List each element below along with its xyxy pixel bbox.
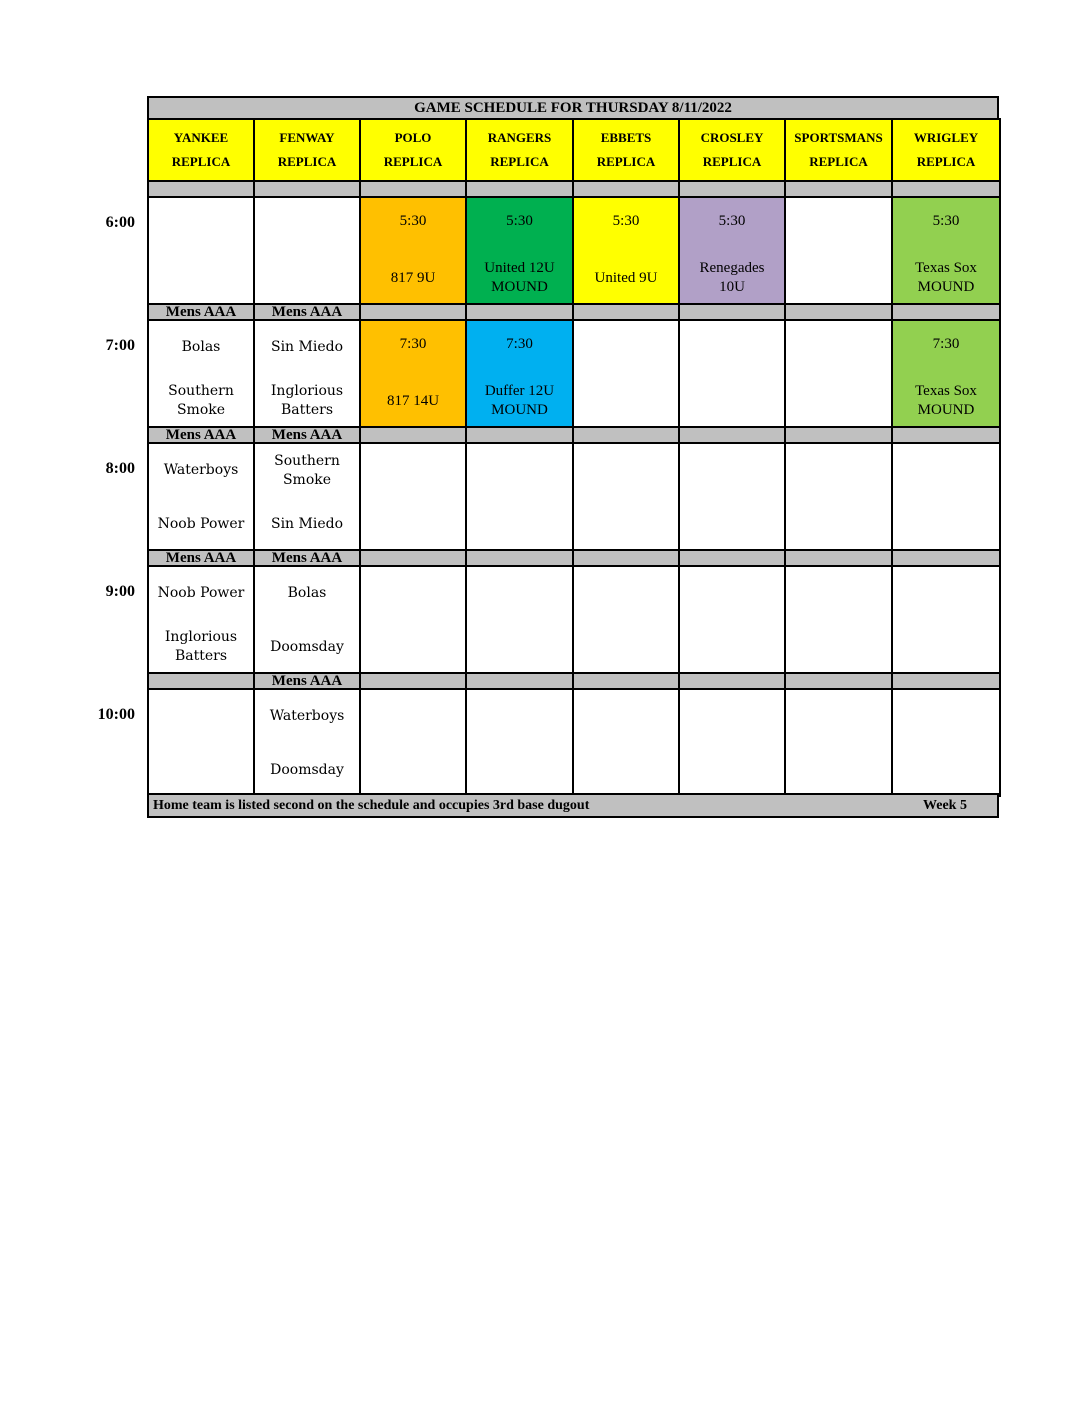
schedule-footer [147, 793, 999, 818]
field-header-sportsmans [784, 118, 893, 182]
schedule-slot [891, 319, 1001, 428]
field-header-wrigley [891, 118, 1001, 182]
field-name: SPORTSMANS [794, 130, 883, 145]
start-time: 5:30 [506, 213, 533, 229]
schedule-slot [678, 688, 786, 797]
team-name: 817 14U [386, 393, 440, 409]
team-note: MOUND [491, 402, 548, 418]
schedule-slot [359, 196, 467, 305]
field-name: RANGERS [487, 130, 552, 145]
schedule-slot [253, 442, 361, 551]
schedule-slot [359, 565, 467, 674]
schedule-slot [572, 565, 680, 674]
separator-cell: Mens AAA [253, 426, 361, 444]
schedule-slot [359, 319, 467, 428]
schedule-slot [891, 442, 1001, 551]
schedule-slot [253, 688, 361, 797]
away-team: Bolas [287, 585, 327, 601]
home-team: Southern [168, 383, 234, 399]
team-name: United 12U [484, 260, 555, 276]
footer-note: Home team is listed second on the schedule and occupies 3rd base dugout [153, 798, 590, 813]
home-team: Batters [174, 648, 228, 664]
home-team: Smoke [176, 402, 226, 418]
away-team: Smoke [282, 472, 332, 488]
field-name: FENWAY [279, 130, 335, 145]
away-team: Waterboys [163, 462, 239, 478]
home-team: Noob Power [157, 516, 245, 532]
team-name: Texas Sox [915, 383, 977, 399]
time-label: 7:00 [105, 337, 135, 354]
schedule-slot [678, 319, 786, 428]
away-team: Bolas [181, 339, 221, 355]
home-team: Inglorious [164, 629, 238, 645]
home-team: Doomsday [270, 639, 344, 655]
away-team: Noob Power [157, 585, 245, 601]
schedule-slot [253, 319, 361, 428]
home-team: Batters [280, 402, 334, 418]
away-team: Waterboys [269, 708, 345, 724]
team-name: 817 9U [390, 270, 436, 286]
field-name: WRIGLEY [913, 130, 979, 145]
start-time: 5:30 [932, 213, 960, 229]
home-team: Doomsday [270, 762, 344, 778]
team-note: MOUND [917, 402, 975, 418]
schedule-slot [465, 319, 574, 428]
field-subtitle: REPLICA [171, 154, 231, 169]
field-header-rangers [465, 118, 574, 182]
start-time: 7:30 [506, 336, 533, 352]
schedule-table [97, 96, 999, 816]
team-name: United 9U [594, 270, 658, 286]
field-subtitle: REPLICA [596, 154, 656, 169]
away-team: Sin Miedo [270, 339, 344, 355]
separator-cell: Mens AAA [253, 303, 361, 321]
field-subtitle: REPLICA [277, 154, 337, 169]
field-subtitle: REPLICA [809, 154, 868, 169]
field-header-fenway [253, 118, 361, 182]
field-subtitle: REPLICA [916, 154, 976, 169]
schedule-slot [784, 442, 893, 551]
start-time: 5:30 [718, 213, 746, 229]
schedule-slot [147, 688, 255, 797]
field-name: CROSLEY [700, 130, 764, 145]
away-team: Southern [274, 453, 340, 469]
schedule-title: GAME SCHEDULE FOR THURSDAY 8/11/2022 [147, 96, 999, 120]
field-subtitle: REPLICA [490, 154, 549, 169]
home-team: Inglorious [270, 383, 344, 399]
separator-cell: Mens AAA [253, 672, 361, 690]
field-name: POLO [394, 130, 432, 145]
team-note: MOUND [917, 279, 975, 295]
separator-cell: Mens AAA [253, 549, 361, 567]
time-label: 6:00 [105, 214, 135, 231]
field-header-yankee [147, 118, 255, 182]
schedule-slot [784, 565, 893, 674]
schedule-slot [572, 688, 680, 797]
field-header-polo [359, 118, 467, 182]
schedule-slot [253, 565, 361, 674]
start-time: 5:30 [399, 213, 427, 229]
schedule-slot [678, 196, 786, 305]
start-time: 7:30 [932, 336, 960, 352]
separator-cell: Mens AAA [147, 549, 255, 567]
schedule-slot [891, 196, 1001, 305]
field-name: YANKEE [173, 130, 229, 145]
schedule-slot [572, 196, 680, 305]
time-label: 9:00 [105, 583, 135, 600]
schedule-slot [465, 688, 574, 797]
start-time: 7:30 [399, 336, 427, 352]
field-header-ebbets [572, 118, 680, 182]
schedule-slot [147, 565, 255, 674]
field-subtitle: REPLICA [383, 154, 443, 169]
schedule-slot [147, 196, 255, 305]
schedule-slot [678, 565, 786, 674]
schedule-slot [891, 688, 1001, 797]
schedule-slot [891, 565, 1001, 674]
schedule-slot [147, 442, 255, 551]
separator-cell: Mens AAA [147, 303, 255, 321]
schedule-slot [572, 442, 680, 551]
start-time: 5:30 [612, 213, 640, 229]
home-team: Sin Miedo [270, 516, 344, 532]
team-note: 10U [719, 279, 745, 295]
schedule-slot [572, 319, 680, 428]
team-name: Duffer 12U [484, 383, 555, 399]
separator-cell: Mens AAA [147, 426, 255, 444]
schedule-slot [678, 442, 786, 551]
schedule-slot [784, 196, 893, 305]
field-name: EBBETS [600, 130, 652, 145]
team-name: Renegades [699, 260, 765, 276]
schedule-slot [359, 442, 467, 551]
time-label: 8:00 [105, 460, 135, 477]
field-subtitle: REPLICA [702, 154, 762, 169]
schedule-slot [465, 565, 574, 674]
schedule-slot [253, 196, 361, 305]
schedule-slot [359, 688, 467, 797]
schedule-slot [465, 442, 574, 551]
team-name: Texas Sox [915, 260, 977, 276]
field-header-crosley [678, 118, 786, 182]
schedule-slot [465, 196, 574, 305]
time-label: 10:00 [97, 706, 135, 723]
schedule-slot [784, 319, 893, 428]
week-label: Week 5 [923, 798, 967, 813]
team-note: MOUND [491, 279, 548, 295]
schedule-slot [784, 688, 893, 797]
schedule-slot [147, 319, 255, 428]
